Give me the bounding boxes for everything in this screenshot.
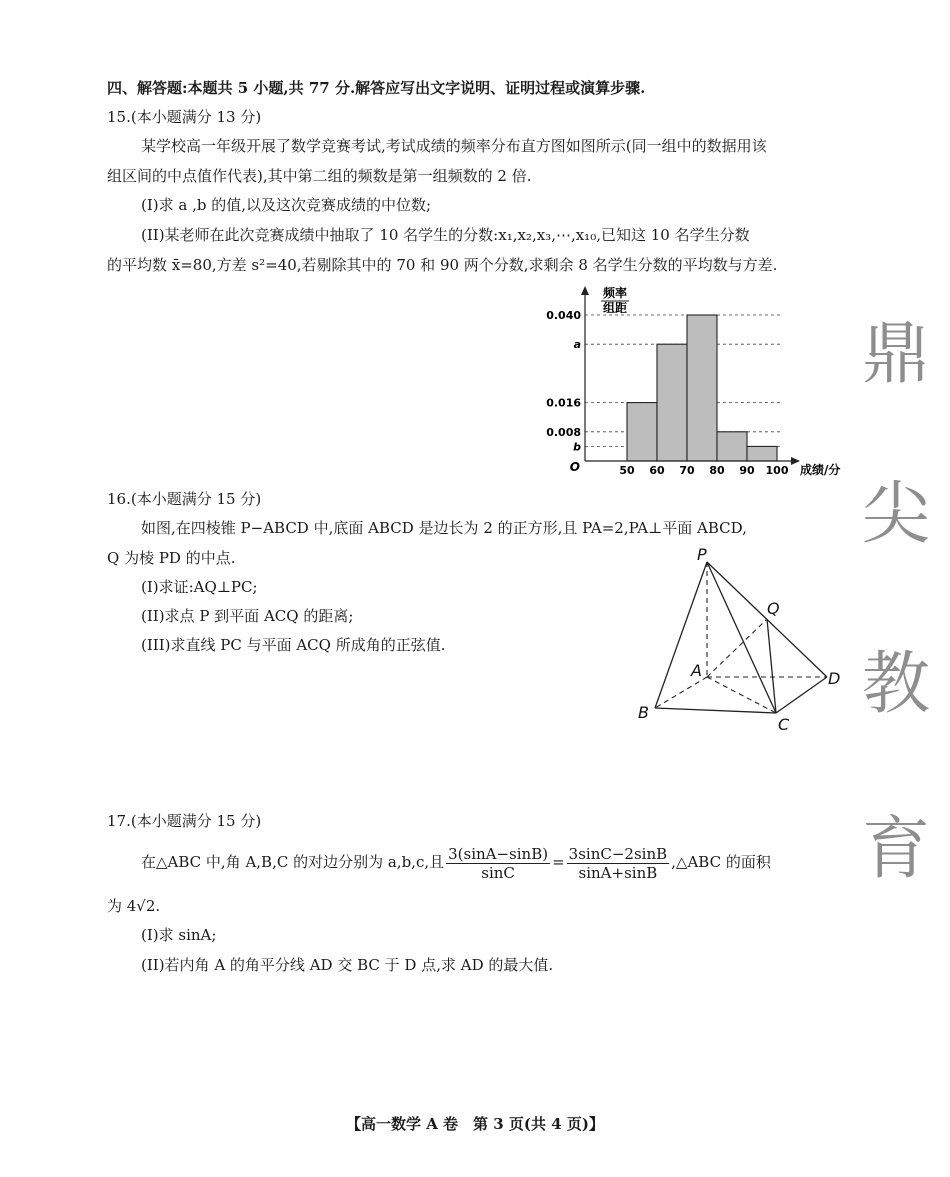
- x-tick-label-6: 100: [765, 464, 789, 477]
- origin-label: O: [569, 460, 580, 474]
- watermark-char-1: 鼎: [862, 315, 931, 394]
- q15-text-2: 组区间的中点值作代表),其中第二组的频数是第一组频数的 2 倍.: [107, 167, 532, 185]
- fraction-2-denominator: sinA+sinB: [578, 863, 658, 882]
- histogram-bar-2: [657, 344, 687, 461]
- y-label-top: 频率: [602, 286, 628, 300]
- histogram-bar-3: [687, 315, 717, 461]
- q16-part-1: (I)求证:AQ⊥PC;: [141, 578, 258, 596]
- y-tick-label-1: 0.040: [546, 309, 581, 322]
- histogram-bar-1: [627, 403, 657, 461]
- q15-title: 15.(本小题满分 13 分): [107, 108, 262, 126]
- x-axis-label: 成绩/分: [800, 463, 841, 477]
- y-tick-label-5: b: [573, 440, 581, 454]
- edge-PC: [707, 562, 776, 713]
- label-B: B: [638, 703, 649, 722]
- q17-part-2: (II)若内角 A 的角平分线 AD 交 BC 于 D 点,求 AD 的最大值.: [141, 956, 554, 974]
- edge-AB: [655, 677, 707, 708]
- fraction-2: [567, 845, 669, 882]
- y-tick-label-2: a: [573, 338, 581, 352]
- label-A: A: [691, 661, 702, 680]
- q15-part-2a: (II)某老师在此次竞赛成绩中抽取了 10 名学生的分数:x₁,x₂,x₃,⋯,x₁₀,已知这 10 名学生分数: [141, 226, 750, 244]
- watermark-char-2: 尖: [862, 475, 931, 554]
- fraction-1-numerator: 3(sinA−sinB): [448, 844, 549, 863]
- q16-part-3: (III)求直线 PC 与平面 ACQ 所成角的正弦值.: [141, 636, 446, 654]
- y-axis-arrow: [581, 286, 589, 295]
- histogram-bar-4: [717, 432, 747, 461]
- page-footer: 【高一数学 A 卷 第 3 页(共 4 页)】: [345, 1115, 605, 1133]
- edge-CD: [776, 677, 827, 713]
- q16-title: 16.(本小题满分 15 分): [107, 490, 262, 508]
- fraction-2-numerator: 3sinC−2sinB: [568, 844, 668, 863]
- label-P: P: [697, 545, 707, 564]
- edge-PB: [655, 562, 707, 708]
- frequency-histogram: [545, 283, 845, 478]
- q16-text-1: 如图,在四棱锥 P−ABCD 中,底面 ABCD 是边长为 2 的正方形,且 PA=2,PA⊥平面 ABCD,: [141, 519, 747, 537]
- x-axis-arrow: [791, 457, 800, 465]
- q15-part-2b: 的平均数 x̄=80,方差 s²=40,若剔除其中的 70 和 90 两个分数,求剩余 8 名学生分数的平均数与方差.: [107, 256, 778, 274]
- x-tick-label-3: 70: [679, 464, 695, 477]
- histogram-bar-5: [747, 446, 777, 461]
- q17-area: 为 4√2.: [107, 897, 161, 915]
- x-tick-label-1: 50: [619, 464, 635, 477]
- fraction-1-denominator: sinC: [481, 863, 515, 882]
- q17-tail: ,△ABC 的面积: [671, 853, 771, 871]
- x-tick-label-2: 60: [649, 464, 665, 477]
- q17-lead: 在△ABC 中,角 A,B,C 的对边分别为 a,b,c,且: [141, 853, 445, 871]
- q16-part-2: (II)求点 P 到平面 ACQ 的距离;: [141, 607, 354, 625]
- q17-equation-line: [141, 842, 771, 882]
- watermark-char-3: 教: [862, 645, 931, 724]
- fraction-1: [446, 845, 550, 882]
- watermark-char-4: 育: [862, 810, 931, 889]
- label-C: C: [778, 715, 790, 730]
- q17-title: 17.(本小题满分 15 分): [107, 812, 262, 830]
- equals-sign: =: [552, 853, 565, 871]
- q15-part-1: (I)求 a ,b 的值,以及这次竞赛成绩的中位数;: [141, 196, 432, 214]
- y-tick-label-3: 0.016: [546, 396, 581, 410]
- label-Q: Q: [767, 599, 780, 618]
- x-tick-label-4: 80: [709, 464, 725, 477]
- q17-part-1: (I)求 sinA;: [141, 926, 217, 944]
- edge-BC: [655, 708, 776, 713]
- x-tick-label-5: 90: [739, 464, 755, 477]
- segment-CQ: [767, 619, 776, 713]
- y-tick-label-4: 0.008: [546, 425, 581, 439]
- y-label-bottom: 组距: [602, 301, 628, 315]
- label-D: D: [828, 669, 841, 688]
- segment-AC: [707, 677, 776, 713]
- q16-text-2: Q 为棱 PD 的中点.: [107, 549, 236, 567]
- section-header: 四、解答题:本题共 5 小题,共 77 分.解答应写出文字说明、证明过程或演算步骤.: [107, 79, 646, 97]
- pyramid-figure: [630, 540, 855, 730]
- q15-text-1: 某学校高一年级开展了数学竞赛考试,考试成绩的频率分布直方图如图所示(同一组中的数据用该: [141, 137, 767, 155]
